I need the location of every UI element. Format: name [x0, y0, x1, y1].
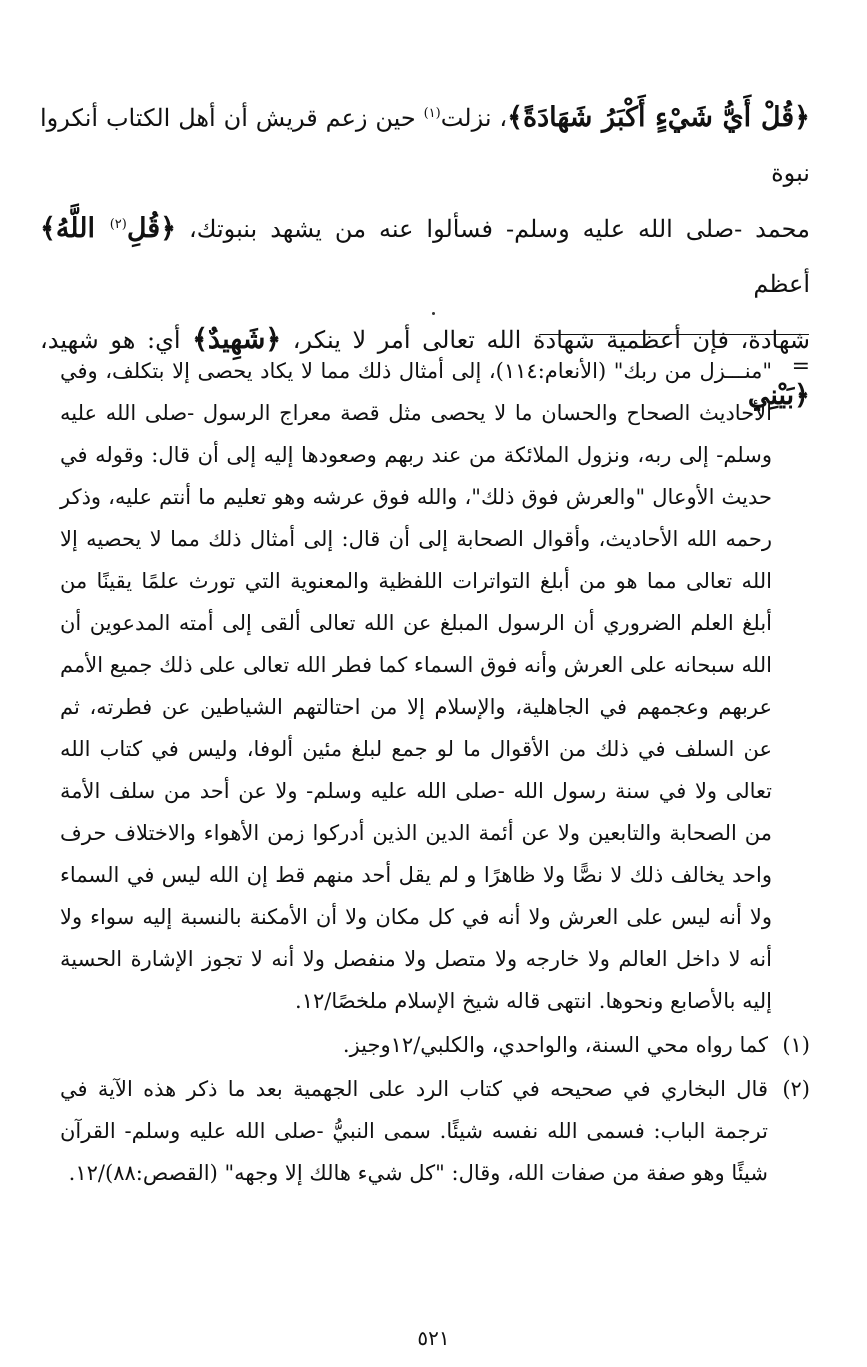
footnote-ref-1[interactable]: (١) [423, 106, 441, 121]
footnote-continuation [60, 350, 810, 1022]
continuation-marker: = [791, 354, 810, 379]
continuation-text: "منـــزل من ربك" (الأنعام:١١٤)، إلى أمثال ذلك مما لا يكاد يحصى إلا بتكلف، وفي الأحاديث الصحاح والحسان ما لا يحصى مثل قصة معراج الرسول -صلى الله عليه وسلم- إلى ربه، ونزول الملائكة من عند ربهم وصعودها إليه إلى أن قال: وقوله في حديث الأوعال "والعرش فوق ذلك"، والله فوق عرشه وهو تعليم ما أنتم عليه، وذكر رحمه الله الأحاديث، وأقوال الصحابة إلى أن قال: إلى أمثال ذلك مما لا يحصيه إلا الله تعالى مما هو من أبلغ التواترات اللفظية والمعنوية التي تورث علمًا يقينًا من أبلغ العلم الضروري أن الرسول المبلغ عن الله تعالى ألقى إلى أمته المدعوين أن الله سبحانه على العرش وأنه فوق السماء كما فطر الله تعالى على ذلك جميع الأمم عربهم وعجمهم في الجاهلية، والإسلام إلا من احتالتهم الشياطين عن فطرته، ثم عن السلف في ذلك من الأقوال ما لو جمع لبلغ مئين ألوفا، وليس في كتاب الله تعالى ولا في سنة رسول الله -صلى الله عليه وسلم- ولا عن أحد من سلف الأمة من الصحابة والتابعين ولا عن أئمة الدين الذين أدركوا زمن الأهواء والاختلاف حرف واحد يخالف ذلك لا نصًّا ولا ظاهرًا و لم يقل أحد منهم قط إن الله ليس في السماء ولا أنه ليس على العرش ولا أنه في كل مكان ولا أن الأمكنة بالنسبة إليه سواء ولا أنه لا داخل العالم ولا خارجه ولا متصل ولا منفصل ولا أنه لا تجوز الإشارة الحسية إليه بالأصابع ونحوها. انتهى قاله شيخ الإسلام ملخصًا/١٢. [60, 359, 773, 1013]
text: حين زعم قريش أن أهل الكتاب أنكروا نبوة [40, 104, 810, 187]
quran-verse: ﴿قُلْ أَيُّ شَيْءٍ أَكْبَرُ شَهَادَةً﴾ [507, 102, 810, 133]
footnote-separator [539, 334, 809, 335]
footnote-text: كما رواه محي السنة، والواحدي، والكلبي/١٢وجيز. [342, 1033, 768, 1057]
footnote-1 [60, 1024, 810, 1066]
text: أعظم [753, 270, 810, 298]
page-number: ٥٢١ [417, 1326, 450, 1350]
text: محمد -صلى الله عليه وسلم- فسألوا عنه من يشهد بنبوتك، [176, 215, 810, 243]
quran-verse: اللَّهُ﴾ [40, 213, 110, 244]
footnote-text: قال البخاري في صحيحه في كتاب الرد على الجهمية بعد ما ذكر هذه الآية في ترجمة الباب: فسمى الله نفسه شيئًا. سمى النبيُّ -صلى الله عليه وسلم- القرآن شيئًا وهو صفة من صفات الله، وقال: "كل شيء هالك إلا وجهه" (القصص:٨٨)/١٢. [60, 1077, 768, 1185]
quran-verse: ﴿شَهِيدٌ﴾ [192, 324, 282, 355]
text: ، نزلت [440, 104, 508, 132]
footnote-number: (١) [782, 1033, 810, 1057]
quran-verse: ﴿قُلِ [126, 213, 177, 244]
text: أي: هو شهيد، [40, 326, 193, 354]
main-line-1 [40, 90, 810, 201]
quran-verse: ﴿بَيْنِي [747, 380, 810, 411]
footnote-ref-2[interactable]: (٢) [109, 217, 127, 232]
main-line-2 [40, 201, 810, 312]
page-speck [432, 312, 435, 315]
text: شهادة، فإن أعظمية شهادة الله تعالى أمر لا ينكر، [281, 326, 810, 354]
footnote-2 [60, 1068, 810, 1194]
footnotes-section [60, 350, 810, 1194]
footnote-number: (٢) [782, 1077, 810, 1101]
